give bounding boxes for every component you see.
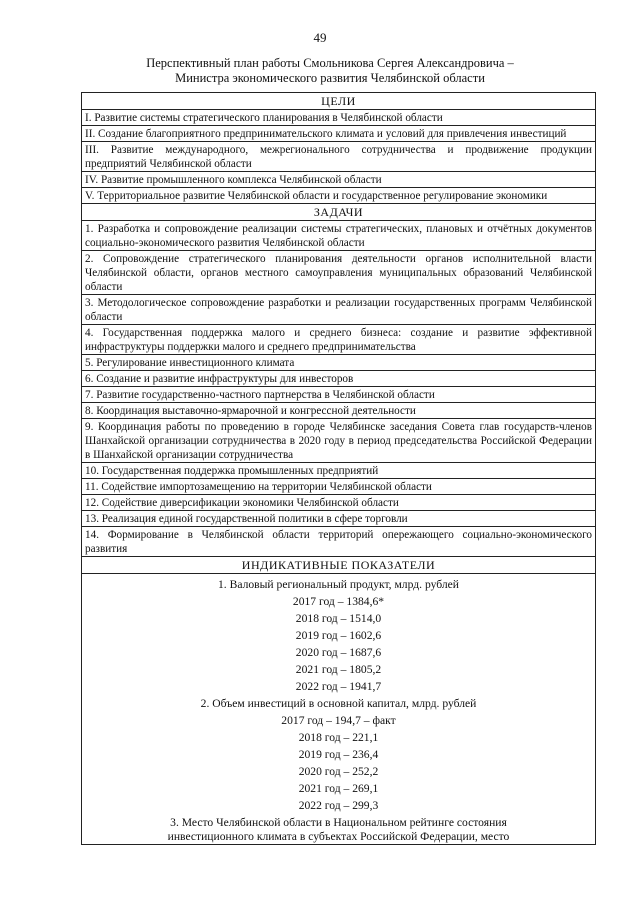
goals-heading: ЦЕЛИ <box>82 93 595 110</box>
indicators-heading: ИНДИКАТИВНЫЕ ПОКАЗАТЕЛИ <box>82 557 595 574</box>
indicator-year-value: 2019 год – 236,4 <box>298 748 379 761</box>
indicator-year-value: 2022 год – 1941,7 <box>295 680 382 693</box>
task-item: 3. Методологическое сопровождение разработки и реализации государственных программ Челябинской области <box>82 295 595 325</box>
indicator-year-value: 2019 год – 1602,6 <box>295 629 382 642</box>
document-title <box>70 56 590 86</box>
indicator-rating-line-2: инвестиционного климата в субъектах Российской Федерации, место <box>167 830 510 843</box>
document-title-line-2: Министра экономического развития Челябинской области <box>175 71 485 85</box>
indicator-rating-line-1: 3. Место Челябинской области в Национальном рейтинге состояния <box>170 816 507 829</box>
task-item: 10. Государственная поддержка промышленных предприятий <box>82 463 595 479</box>
indicator-year-value: 2017 год – 194,7 – факт <box>281 714 396 727</box>
indicator-grp-title: 1. Валовый региональный продукт, млрд. рублей <box>218 578 459 591</box>
task-item: 5. Регулирование инвестиционного климата <box>82 355 595 371</box>
task-item: 13. Реализация единой государственной политики в сфере торговли <box>82 511 595 527</box>
indicator-investment-years <box>82 712 595 814</box>
indicator-grp-years <box>82 593 595 695</box>
indicator-year-value: 2018 год – 221,1 <box>298 731 379 744</box>
task-item: 11. Содействие импортозамещению на территории Челябинской области <box>82 479 595 495</box>
goal-item: IV. Развитие промышленного комплекса Челябинской области <box>82 172 595 188</box>
indicator-year-value: 2021 год – 269,1 <box>298 782 379 795</box>
task-item: 14. Формирование в Челябинской области территорий опережающего социально-экономического развития <box>82 527 595 557</box>
indicator-rating <box>82 816 595 844</box>
plan-table <box>81 92 596 845</box>
task-item: 6. Создание и развитие инфраструктуры для инвесторов <box>82 371 595 387</box>
task-item: 12. Содействие диверсификации экономики Челябинской области <box>82 495 595 511</box>
goal-item: V. Территориальное развитие Челябинской области и государственное регулирование экономики <box>82 188 595 204</box>
indicator-year-value: 2020 год – 1687,6 <box>295 646 382 659</box>
task-item: 1. Разработка и сопровождение реализации системы стратегических, плановых и отчётных документов социально-экономического развития Челябинской области <box>82 221 595 251</box>
goal-item: II. Создание благоприятного предпринимательского климата и условий для привлечения инвестиций <box>82 126 595 142</box>
indicator-year-value: 2017 год – 1384,6* <box>292 595 385 608</box>
task-item: 2. Сопровождение стратегического планирования деятельности органов исполнительной власти Челябинской области, органов местного самоуправления муниципальных образований Челябинской области <box>82 251 595 295</box>
indicator-year-value: 2022 год – 299,3 <box>298 799 379 812</box>
goal-item: I. Развитие системы стратегического планирования в Челябинской области <box>82 110 595 126</box>
task-item: 8. Координация выставочно-ярмарочной и конгрессной деятельности <box>82 403 595 419</box>
tasks-heading: ЗАДАЧИ <box>82 204 595 221</box>
task-item: 7. Развитие государственно-частного партнерства в Челябинской области <box>82 387 595 403</box>
task-item: 4. Государственная поддержка малого и среднего бизнеса: создание и развитие эффективной инфраструктуры поддержки малого и среднего предпринимательства <box>82 325 595 355</box>
indicator-year-value: 2018 год – 1514,0 <box>295 612 382 625</box>
indicator-year-value: 2020 год – 252,2 <box>298 765 379 778</box>
page-number: 49 <box>313 30 327 45</box>
goal-item: III. Развитие международного, межрегионального сотрудничества и продвижение продукции предприятий Челябинской области <box>82 142 595 172</box>
document-title-line-1: Перспективный план работы Смольникова Сергея Александровича – <box>146 56 514 70</box>
indicator-year-value: 2021 год – 1805,2 <box>295 663 382 676</box>
indicators-block <box>82 574 595 844</box>
task-item: 9. Координация работы по проведению в городе Челябинске заседания Совета глав государств-членов Шанхайской организации сотрудничества в 2020 году в период председательства Российской Федерации в Шанхайской организации сотрудничества <box>82 419 595 463</box>
indicator-investment-title: 2. Объем инвестиций в основной капитал, млрд. рублей <box>200 697 477 710</box>
